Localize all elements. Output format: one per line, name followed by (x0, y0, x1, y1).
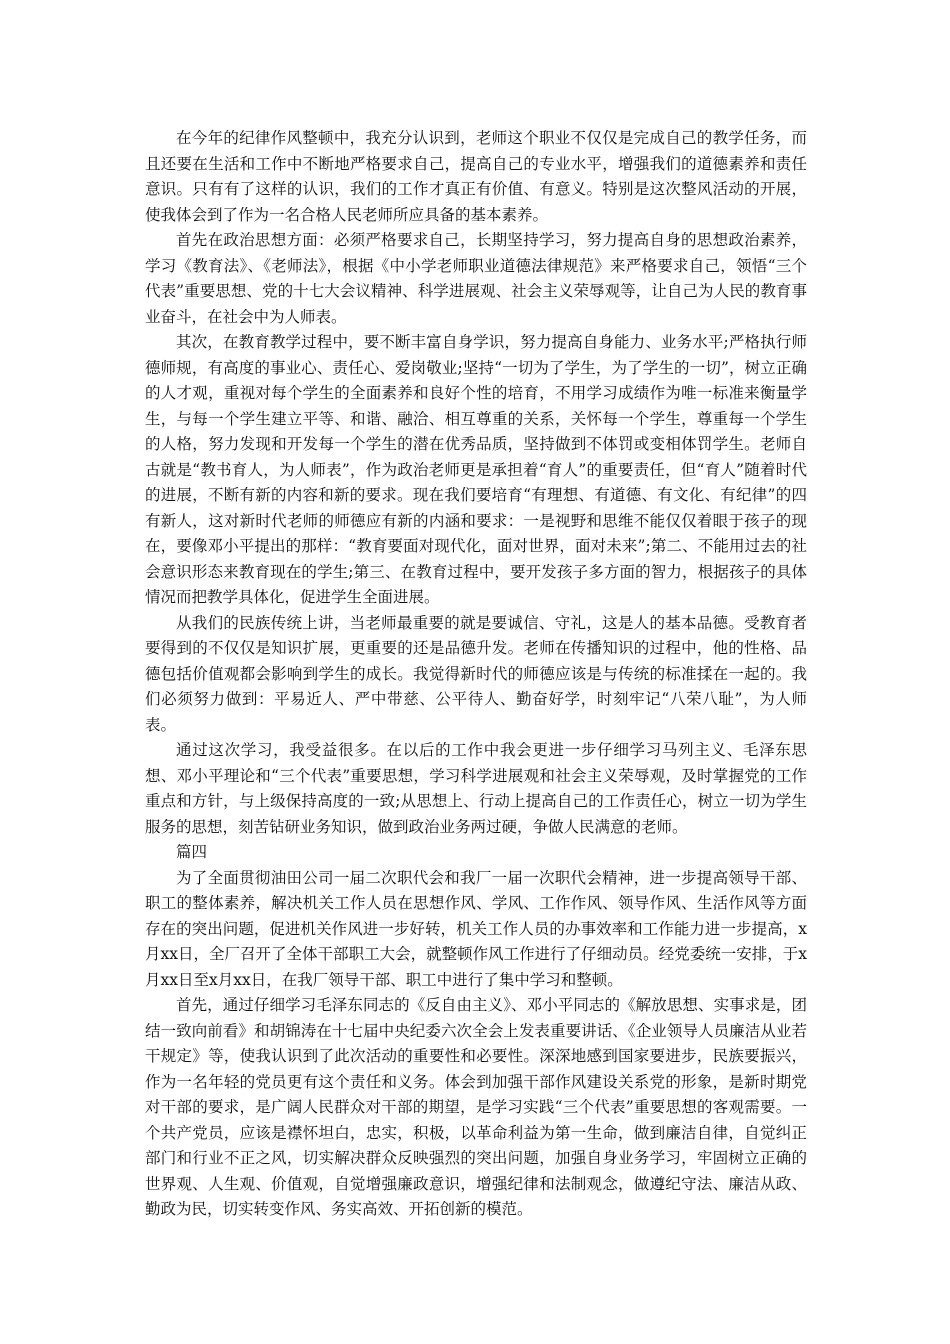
document-body (145, 126, 807, 1223)
paragraph-3: 其次，在教育教学过程中，要不断丰富自身学识，努力提高自身能力、业务水平;严格执行师德师规，有高度的事业心、责任心、爱岗敬业;坚持“一切为了学生，为了学生的一切”，树立正确的人才观，重视对每个学生的全面素养和良好个性的培育，不用学习成绩作为唯一标准来衡量学生，与每一个学生建立平等、和谐、融洽、相互尊重的关系，关怀每一个学生，尊重每一个学生的人格，努力发现和开发每一个学生的潜在优秀品质，坚持做到不体罚或变相体罚学生。老师自古就是“教书育人，为人师表”，作为政治老师更是承担着“育人”的重要责任，但“育人”随着时代的进展，不断有新的内容和新的要求。现在我们要培育“有理想、有道德、有文化、有纪律”的四有新人，这对新时代老师的师德应有新的内涵和要求：一是视野和思维不能仅仅着眼于孩子的现在，要像邓小平提出的那样：“教育要面对现代化，面对世界，面对未来”;第二、不能用过去的社会意识形态来教育现在的学生;第三、在教育过程中，要开发孩子多方面的智力，根据孩子的具体情况而把教学具体化，促进学生全面进展。 (145, 333, 807, 606)
section-heading: 篇四 (176, 843, 208, 861)
paragraph-7: 首先，通过仔细学习毛泽东同志的《反自由主义》、邓小平同志的《解放思想、实事求是，团结一致向前看》和胡锦涛在十七届中央纪委六次全会上发表重要讲话、《企业领导人员廉洁从业若干规定》等，使我认识到了此次活动的重要性和必要性。深深地感到国家要进步，民族要振兴，作为一名年轻的党员更有这个责任和义务。体会到加强干部作风建设关系党的形象，是新时期党对干部的要求，是广阔人民群众对干部的期望，是学习实践“三个代表”重要思想的客观需要。一个共产党员，应该是襟怀坦白，忠实，积极，以革命利益为第一生命，做到廉洁自律，自觉纠正部门和行业不正之风，切实解决群众反映强烈的突出问题，加强自身业务学习，牢固树立正确的世界观、人生观、价值观，自觉增强廉政意识，增强纪律和法制观念，做遵纪守法、廉洁从政、勤政为民，切实转变作风、务实高效、开拓创新的模范。 (145, 996, 807, 1218)
paragraph-5: 通过这次学习，我受益很多。在以后的工作中我会更进一步仔细学习马列主义、毛泽东思想、邓小平理论和“三个代表”重要思想，学习科学进展观和社会主义荣辱观，及时掌握党的工作重点和方针，与上级保持高度的一致;从思想上、行动上提高自己的工作责任心，树立一切为学生服务的思想，刻苦钻研业务知识，做到政治业务两过硬，争做人民满意的老师。 (145, 741, 807, 836)
paragraph-6: 为了全面贯彻油田公司一届二次职代会和我厂一届一次职代会精神，进一步提高领导干部、职工的整体素养，解决机关工作人员在思想作风、学风、工作作风、领导作风、生活作风等方面存在的突出问题，促进机关作风进一步好转，机关工作人员的办事效率和工作能力进一步提高，x月xx日，全厂召开了全体干部职工大会，就整顿作风工作进行了仔细动员。经党委统一安排，于x月xx日至x月xx日，在我厂领导干部、职工中进行了集中学习和整顿。 (145, 868, 807, 989)
paragraph-1: 在今年的纪律作风整顿中，我充分认识到，老师这个职业不仅仅是完成自己的教学任务，而且还要在生活和工作中不断地严格要求自己，提高自己的专业水平，增强我们的道德素养和责任意识。只有有了这样的认识，我们的工作才真正有价值、有意义。特别是这次整风活动的开展，使我体会到了作为一名合格人民老师所应具备的基本素养。 (145, 129, 807, 224)
paragraph-4: 从我们的民族传统上讲，当老师最重要的就是要诚信、守礼，这是人的基本品德。受教育者要得到的不仅仅是知识扩展，更重要的还是品德升发。老师在传播知识的过程中，他的性格、品德包括价值观都会影响到学生的成长。我觉得新时代的师德应该是与传统的标准揉在一起的。我们必须努力做到：平易近人、严中带慈、公平待人、勤奋好学，时刻牢记“八荣八耻”，为人师表。 (145, 613, 807, 734)
paragraph-2: 首先在政治思想方面：必须严格要求自己，长期坚持学习，努力提高自身的思想政治素养，学习《教育法》、《老师法》，根据《中小学老师职业道德法律规范》来严格要求自己，领悟“三个代表”重要思想、党的十七大会议精神、科学进展观、社会主义荣辱观等，让自己为人民的教育事业奋斗，在社会中为人师表。 (145, 231, 807, 326)
